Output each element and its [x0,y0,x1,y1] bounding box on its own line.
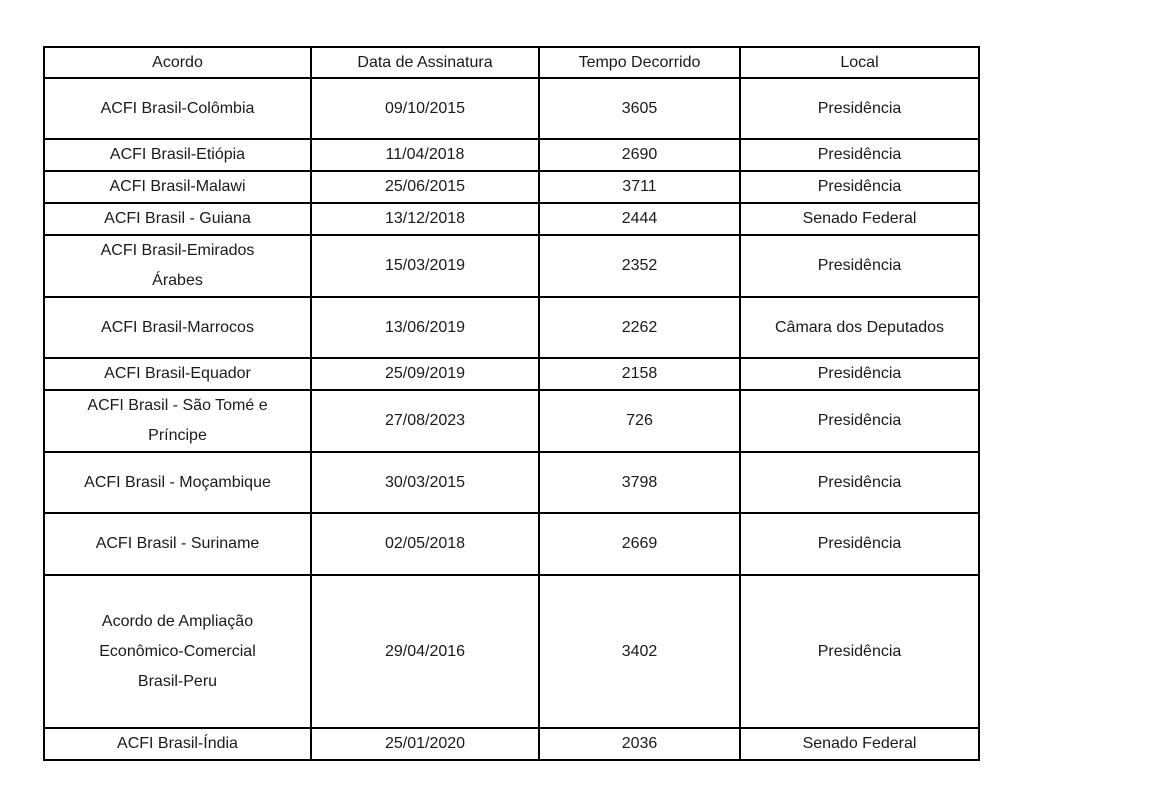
cell-acordo: ACFI Brasil-Índia [44,728,311,760]
cell-acordo: ACFI Brasil-Emirados Árabes [44,235,311,297]
cell-acordo: ACFI Brasil-Marrocos [44,297,311,358]
table-row [44,390,979,452]
cell-local: Presidência [740,452,979,513]
table-row [44,452,979,513]
cell-local: Presidência [740,575,979,728]
cell-local: Presidência [740,390,979,452]
cell-data-assinatura: 27/08/2023 [311,390,539,452]
cell-data-assinatura: 25/09/2019 [311,358,539,390]
cell-tempo-decorrido: 2036 [539,728,740,760]
cell-data-assinatura: 15/03/2019 [311,235,539,297]
column-header-acordo: Acordo [44,47,311,78]
cell-local: Presidência [740,513,979,575]
cell-local: Presidência [740,78,979,139]
column-header-data-assinatura: Data de Assinatura [311,47,539,78]
cell-tempo-decorrido: 3402 [539,575,740,728]
cell-local: Senado Federal [740,203,979,235]
table-row [44,728,979,760]
cell-local: Presidência [740,235,979,297]
header-row [44,47,979,78]
cell-data-assinatura: 29/04/2016 [311,575,539,728]
cell-acordo: ACFI Brasil-Malawi [44,171,311,203]
table-row [44,358,979,390]
column-header-tempo-decorrido: Tempo Decorrido [539,47,740,78]
cell-tempo-decorrido: 3798 [539,452,740,513]
cell-tempo-decorrido: 2444 [539,203,740,235]
cell-data-assinatura: 02/05/2018 [311,513,539,575]
agreements-table [43,46,980,761]
cell-tempo-decorrido: 2262 [539,297,740,358]
cell-local: Câmara dos Deputados [740,297,979,358]
cell-acordo: ACFI Brasil-Etiópia [44,139,311,171]
cell-acordo: Acordo de Ampliação Econômico-Comercial Brasil-Peru [44,575,311,728]
table-row [44,78,979,139]
table-row [44,513,979,575]
cell-data-assinatura: 25/06/2015 [311,171,539,203]
cell-acordo: ACFI Brasil-Equador [44,358,311,390]
cell-data-assinatura: 13/12/2018 [311,203,539,235]
cell-tempo-decorrido: 726 [539,390,740,452]
cell-data-assinatura: 30/03/2015 [311,452,539,513]
table-row [44,297,979,358]
cell-acordo: ACFI Brasil - Moçambique [44,452,311,513]
table-row [44,139,979,171]
cell-data-assinatura: 11/04/2018 [311,139,539,171]
cell-data-assinatura: 09/10/2015 [311,78,539,139]
cell-tempo-decorrido: 2690 [539,139,740,171]
cell-tempo-decorrido: 3605 [539,78,740,139]
cell-local: Presidência [740,358,979,390]
cell-tempo-decorrido: 2352 [539,235,740,297]
cell-acordo: ACFI Brasil-Colômbia [44,78,311,139]
cell-acordo: ACFI Brasil - Suriname [44,513,311,575]
cell-data-assinatura: 25/01/2020 [311,728,539,760]
cell-local: Presidência [740,171,979,203]
table-row [44,235,979,297]
cell-local: Presidência [740,139,979,171]
cell-tempo-decorrido: 2669 [539,513,740,575]
table-row [44,171,979,203]
table-row [44,575,979,728]
cell-tempo-decorrido: 2158 [539,358,740,390]
cell-data-assinatura: 13/06/2019 [311,297,539,358]
table-row [44,203,979,235]
cell-local: Senado Federal [740,728,979,760]
cell-acordo: ACFI Brasil - Guiana [44,203,311,235]
cell-tempo-decorrido: 3711 [539,171,740,203]
cell-acordo: ACFI Brasil - São Tomé e Príncipe [44,390,311,452]
column-header-local: Local [740,47,979,78]
